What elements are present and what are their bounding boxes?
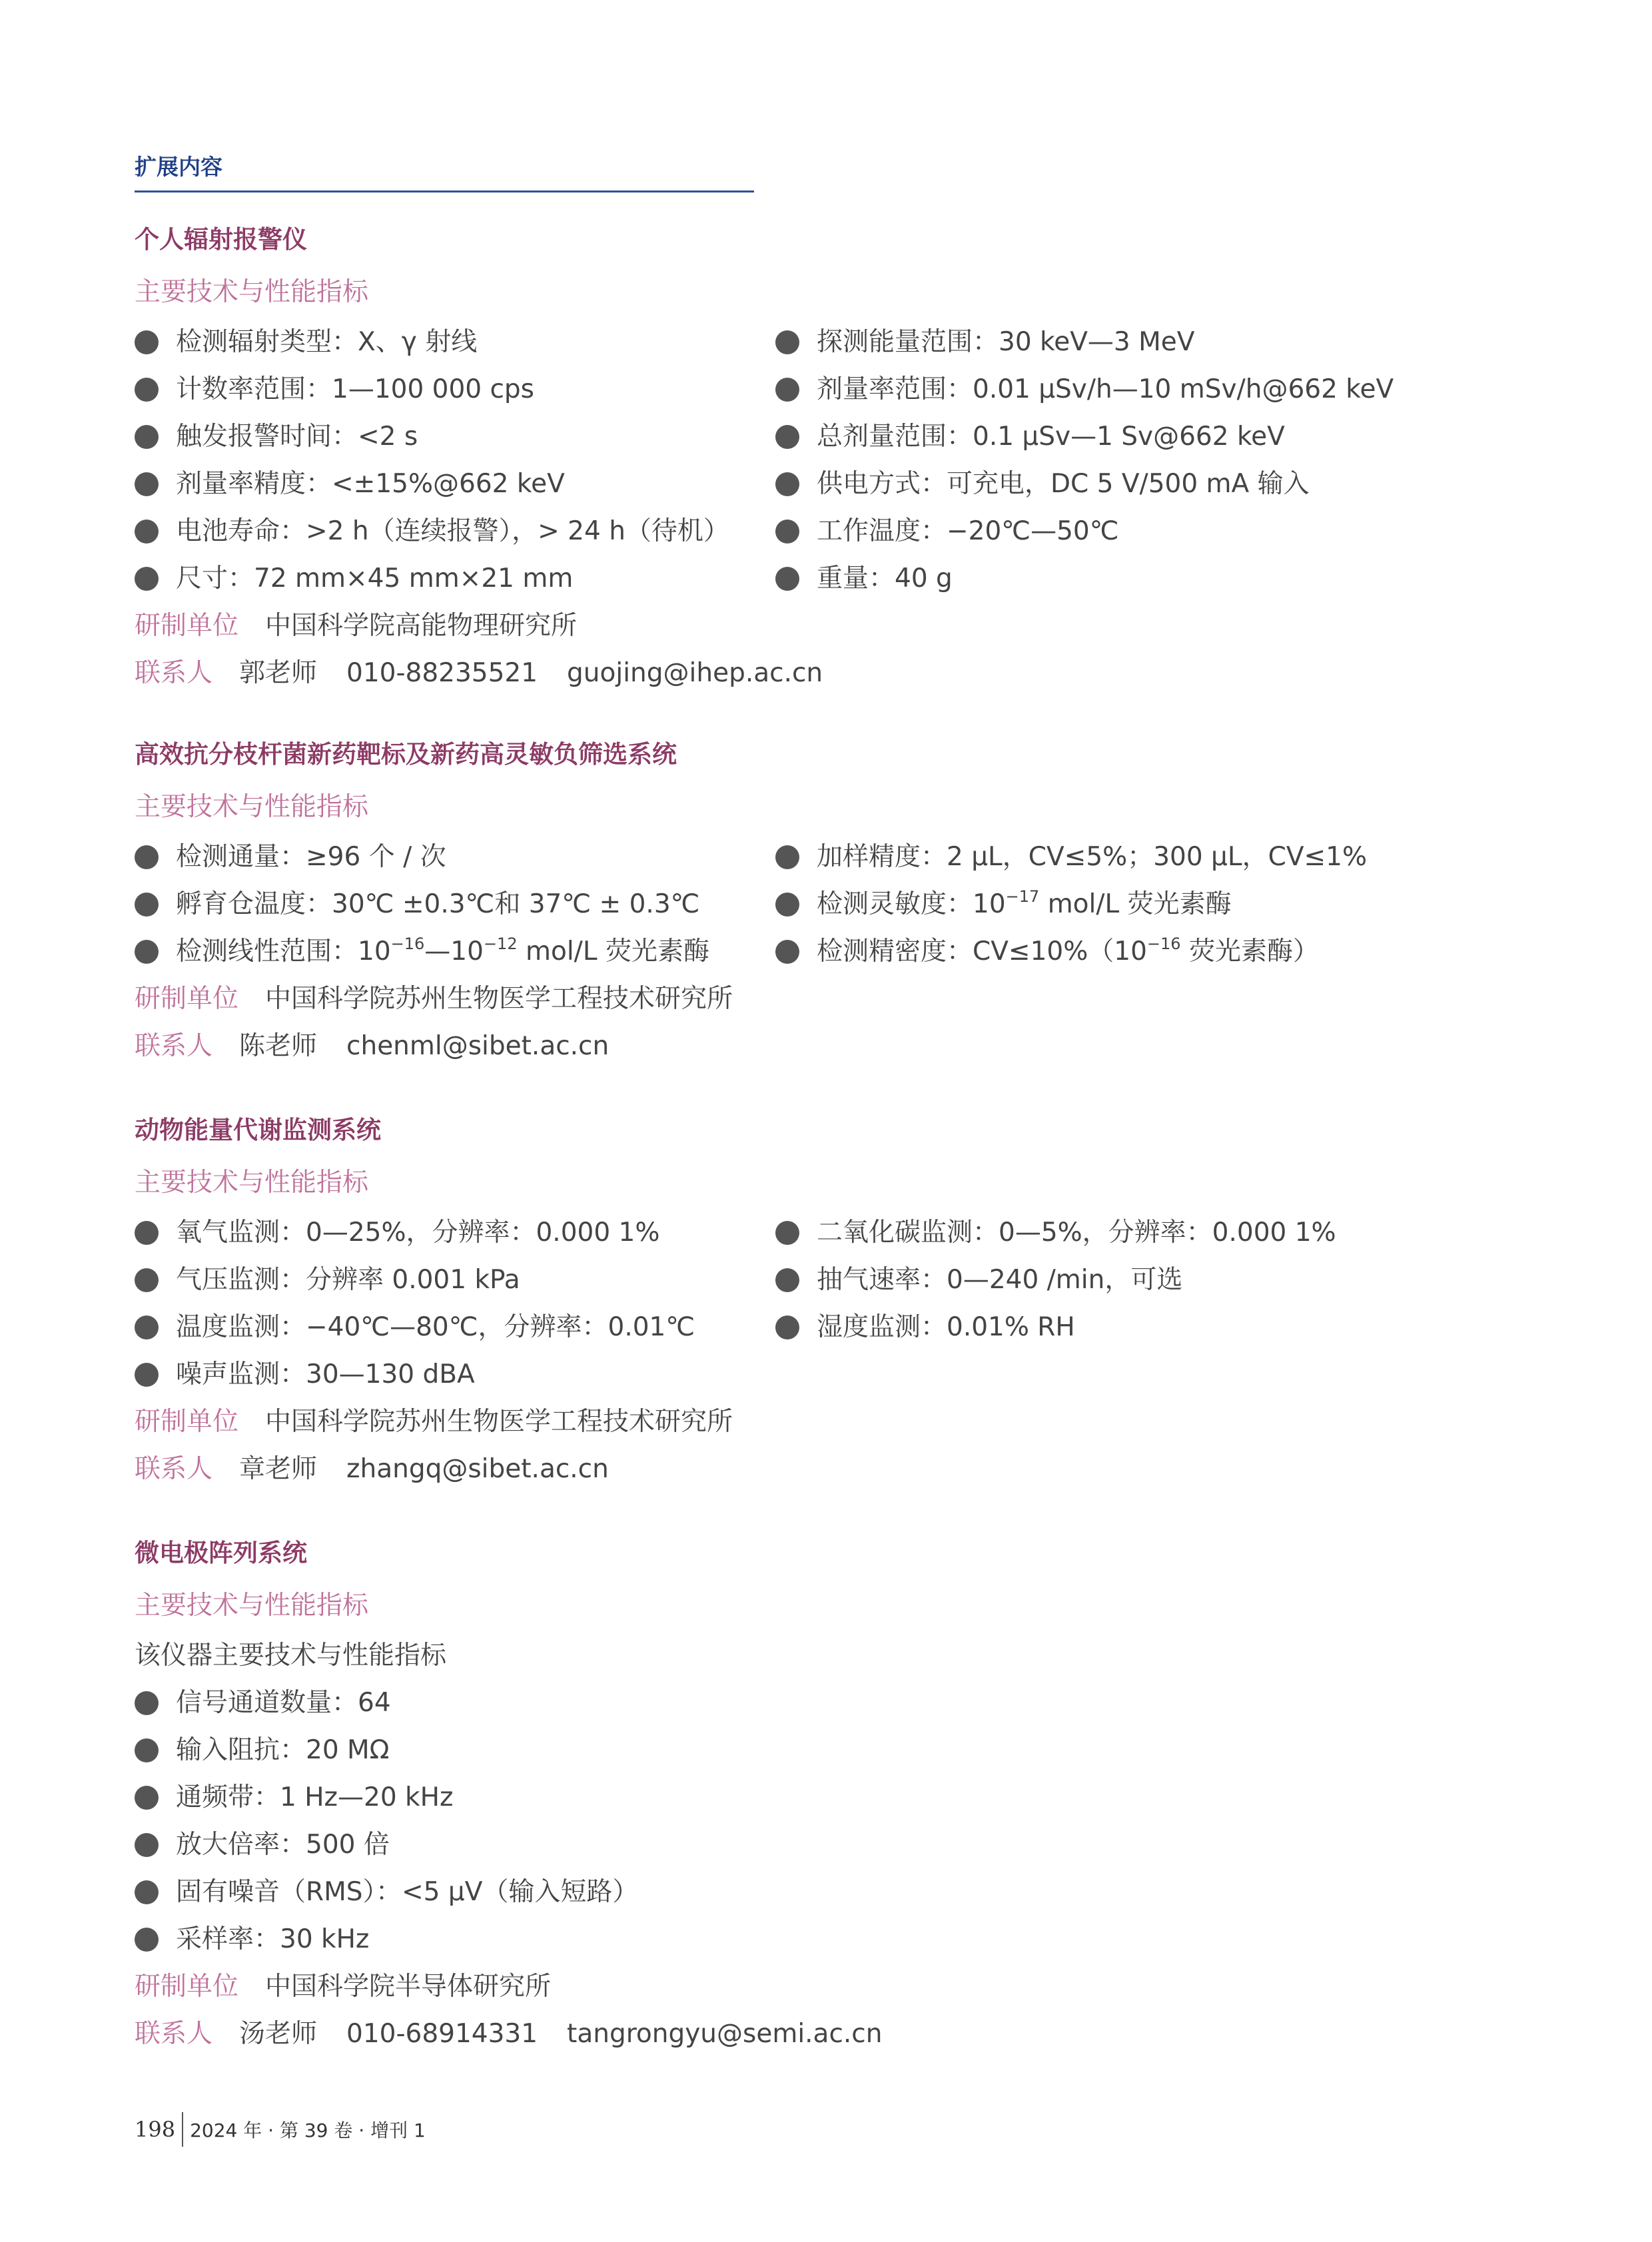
spec-item: 电池寿命：>2 h（连续报警），> 24 h（待机）: [135, 508, 775, 555]
section-animal-metabolism: [135, 1108, 1533, 1493]
header-rule: [135, 190, 754, 192]
spec-item: 尺寸：72 mm×45 mm×21 mm: [135, 555, 775, 602]
spec-list: [135, 1679, 1533, 1963]
spec-item: 信号通道数量：64: [135, 1679, 1533, 1726]
section-microelectrode-array: [135, 1531, 1533, 2057]
bullet-icon: [775, 520, 799, 544]
spec-item: 固有噪音（RMS）：<5 μV（输入短路）: [135, 1868, 1533, 1916]
contact-row: [135, 1445, 1533, 1493]
bullet-icon: [135, 1880, 159, 1904]
bullet-icon: [135, 425, 159, 449]
developer-name: 中国科学院苏州生物医学工程技术研究所: [265, 984, 733, 1014]
spec-item: 通频带：1 Hz—20 kHz: [135, 1774, 1533, 1821]
developer-row: [135, 1963, 1533, 2010]
section-header: [135, 151, 754, 192]
section-title: 高效抗分枝杆菌新药靶标及新药高灵敏负筛选系统: [135, 740, 677, 769]
developer-label: 研制单位: [135, 984, 239, 1014]
contact-label: 联系人: [135, 2019, 213, 2049]
developer-label: 研制单位: [135, 611, 239, 641]
bullet-icon: [135, 1221, 159, 1245]
contact-phone: 010-68914331: [346, 2019, 538, 2049]
spec-item: 温度监测：−40℃—80℃，分辨率：0.01℃: [135, 1304, 775, 1351]
contact-name: 章老师: [239, 1454, 318, 1484]
spec-item: 检测线性范围：$10^{-16}—10^{-12}$ mol/L 荧光素酶: [135, 928, 775, 975]
spec-item: 剂量率精度：<±15%@662 keV: [135, 460, 775, 508]
contact-name: 汤老师: [239, 2019, 318, 2049]
footer-divider: [182, 2112, 183, 2147]
bullet-icon: [775, 1268, 799, 1292]
bullet-icon: [135, 893, 159, 917]
developer-name: 中国科学院高能物理研究所: [265, 611, 578, 641]
bullet-icon: [775, 1315, 799, 1339]
issue-info: 2024 年 · 第 39 卷 · 增刊 1: [190, 2119, 426, 2141]
contact-name: 陈老师: [239, 1031, 318, 1061]
bullet-icon: [775, 1221, 799, 1245]
bullet-icon: [775, 330, 799, 354]
bullet-icon: [775, 472, 799, 496]
bullet-icon: [135, 378, 159, 402]
spec-item: 二氧化碳监测：0—5%，分辨率：0.000 1%: [775, 1209, 1508, 1256]
bullet-icon: [135, 330, 159, 354]
section-mycobacterium-screening: [135, 732, 1533, 1070]
spec-item: 供电方式：可充电，DC 5 V/500 mA 输入: [775, 460, 1508, 508]
spec-list: [135, 833, 1533, 975]
bullet-icon: [135, 1786, 159, 1810]
spec-item: 氧气监测：0—25%，分辨率：0.000 1%: [135, 1209, 775, 1256]
spec-item: 检测精密度：$CV\le 10\%(10^{-16}$ 荧光素酶）: [775, 928, 1508, 975]
spec-item: 加样精度：2 μL，CV≤5%；300 μL，CV≤1%: [775, 833, 1508, 881]
spec-item: 孵育仓温度：30℃ ±0.3℃和 37℃ ± 0.3℃: [135, 881, 775, 928]
bullet-icon: [775, 425, 799, 449]
bullet-icon: [775, 893, 799, 917]
developer-name: 中国科学院半导体研究所: [265, 1972, 552, 2002]
spec-item: 湿度监测：0.01% RH: [775, 1304, 1508, 1351]
section-radiation-alarm: [135, 217, 1533, 697]
bullet-icon: [135, 1268, 159, 1292]
contact-label: 联系人: [135, 1031, 213, 1061]
bullet-icon: [135, 1315, 159, 1339]
developer-row: [135, 602, 1533, 649]
spec-item: 触发报警时间：<2 s: [135, 413, 775, 460]
contact-email: guojing@ihep.ac.cn: [567, 658, 823, 688]
bullet-icon: [135, 940, 159, 964]
contact-label: 联系人: [135, 1454, 213, 1484]
spec-item: 总剂量范围：0.1 μSv—1 Sv@662 keV: [775, 413, 1508, 460]
spec-subtitle: 主要技术与性能指标: [135, 1168, 369, 1198]
spec-item: 工作温度：−20℃—50℃: [775, 508, 1508, 555]
bullet-icon: [775, 845, 799, 869]
bullet-icon: [775, 378, 799, 402]
spec-item: 检测辐射类型：X、γ 射线: [135, 318, 775, 366]
spec-subtitle: 主要技术与性能指标: [135, 1591, 369, 1621]
contact-email: zhangq@sibet.ac.cn: [346, 1454, 609, 1484]
spec-item: 剂量率范围：0.01 μSv/h—10 mSv/h@662 keV: [775, 366, 1508, 413]
section-title: 动物能量代谢监测系统: [135, 1116, 381, 1144]
bullet-icon: [135, 1738, 159, 1762]
bullet-icon: [775, 940, 799, 964]
spec-subtitle: 主要技术与性能指标: [135, 792, 369, 822]
spec-item: 放大倍率：500 倍: [135, 1821, 1533, 1868]
developer-label: 研制单位: [135, 1972, 239, 2002]
section-title: 个人辐射报警仪: [135, 225, 307, 254]
contact-name: 郭老师: [239, 658, 318, 688]
spec-item: 重量：40 g: [775, 555, 1508, 602]
page-footer: [135, 2112, 426, 2147]
spec-item: 抽气速率：0—240 /min，可选: [775, 1256, 1508, 1304]
bullet-icon: [135, 472, 159, 496]
bullet-icon: [135, 1833, 159, 1857]
header-title: 扩展内容: [135, 154, 222, 180]
bullet-icon: [135, 1928, 159, 1952]
bullet-icon: [135, 1363, 159, 1387]
bullet-icon: [135, 1691, 159, 1715]
bullet-icon: [135, 567, 159, 591]
contact-row: [135, 2010, 1533, 2057]
contact-phone: 010-88235521: [346, 658, 538, 688]
spec-item: 气压监测：分辨率 0.001 kPa: [135, 1256, 775, 1304]
spec-list: [135, 318, 1533, 602]
developer-name: 中国科学院苏州生物医学工程技术研究所: [265, 1407, 733, 1437]
contact-label: 联系人: [135, 658, 213, 688]
spec-list: [135, 1209, 1533, 1398]
spec-item: 噪声监测：30—130 dBA: [135, 1351, 775, 1398]
contact-row: [135, 1022, 1533, 1070]
bullet-icon: [135, 520, 159, 544]
section-title: 微电极阵列系统: [135, 1539, 307, 1567]
spec-item: 采样率：30 kHz: [135, 1916, 1533, 1963]
contact-email: chenml@sibet.ac.cn: [346, 1031, 610, 1061]
contact-row: [135, 649, 1533, 697]
spec-item: 检测灵敏度：$10^{-17}$ mol/L 荧光素酶: [775, 881, 1508, 928]
spec-item: 计数率范围：1—100 000 cps: [135, 366, 775, 413]
spec-item: 检测通量：≥96 个 / 次: [135, 833, 775, 881]
spec-intro: 该仪器主要技术与性能指标: [135, 1641, 447, 1671]
contact-email: tangrongyu@semi.ac.cn: [567, 2019, 883, 2049]
spec-item: 输入阻抗：20 MΩ: [135, 1726, 1533, 1774]
bullet-icon: [775, 567, 799, 591]
developer-row: [135, 1398, 1533, 1445]
page-number: 198: [135, 2117, 176, 2142]
developer-row: [135, 975, 1533, 1022]
developer-label: 研制单位: [135, 1407, 239, 1437]
spec-subtitle: 主要技术与性能指标: [135, 277, 369, 307]
spec-item: 探测能量范围：30 keV—3 MeV: [775, 318, 1508, 366]
bullet-icon: [135, 845, 159, 869]
